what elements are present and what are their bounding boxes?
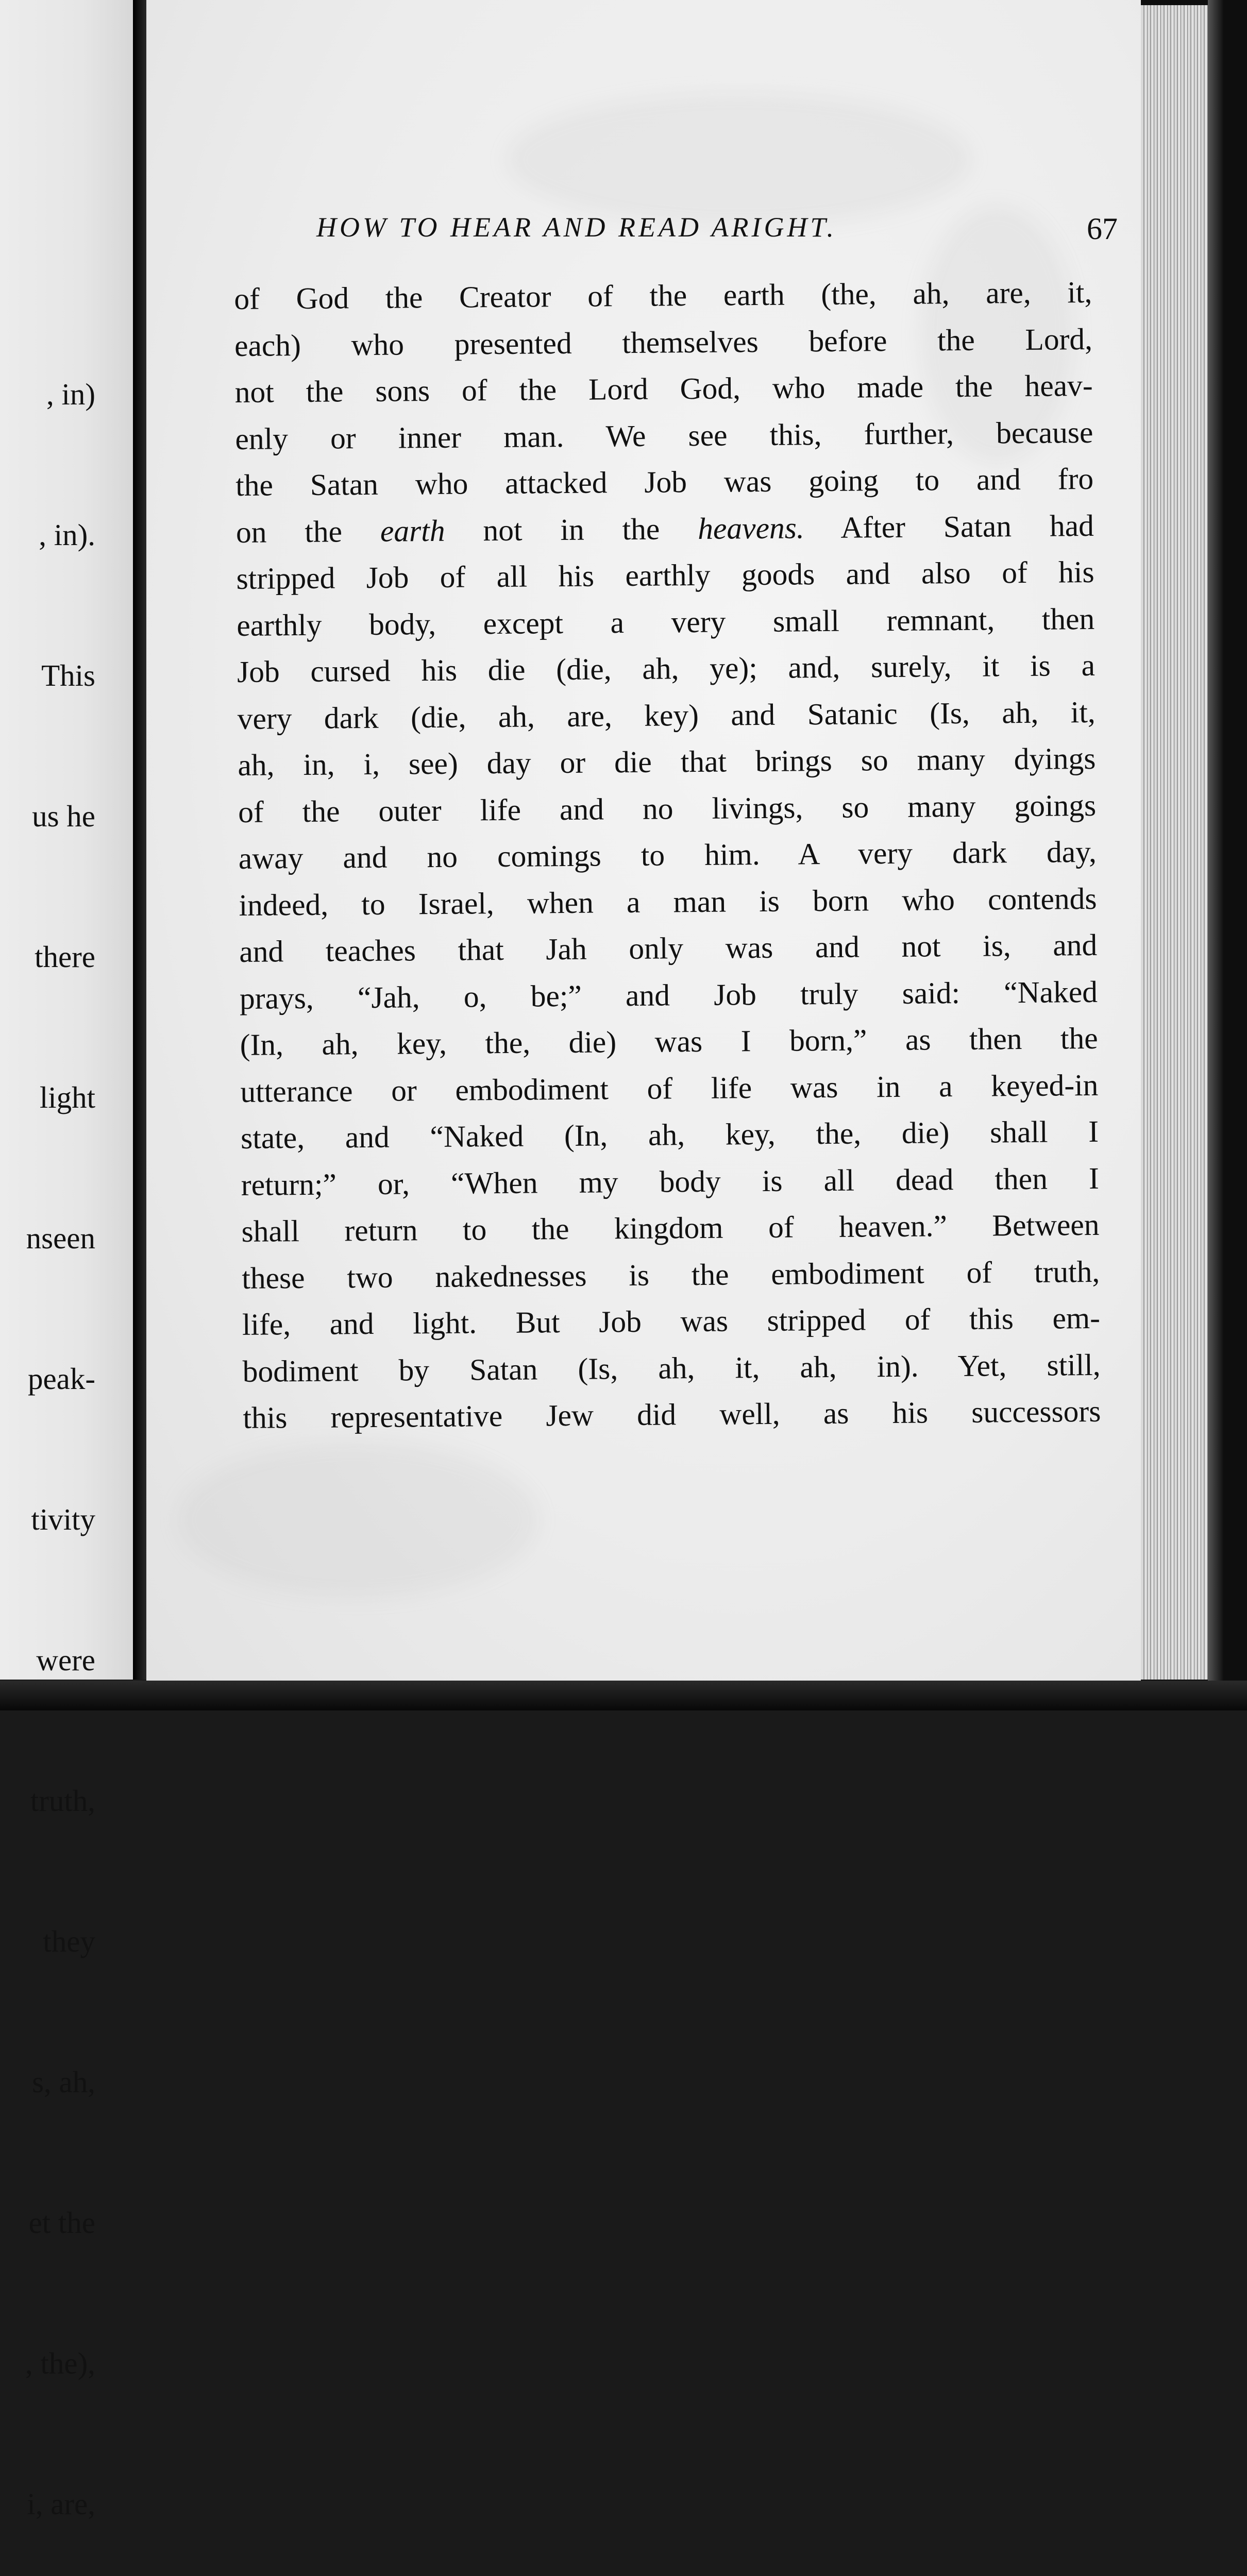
text-line: enly or inner man. We see this, further, because <box>235 415 1093 456</box>
text-line: return;” or, “When my body is all dead then I <box>241 1161 1100 1202</box>
paper-stain <box>177 1443 538 1597</box>
text-line: state, and “Naked (In, ah, key, the, die) shall I <box>240 1114 1099 1155</box>
left-fragment: s, ah, <box>32 2065 95 2099</box>
left-fragment: they <box>43 1924 95 1958</box>
left-page-text-fragments <box>4 277 95 2576</box>
text-line: these two nakednesses is the embodiment of truth, <box>242 1254 1100 1295</box>
page-number: 67 <box>1087 212 1118 246</box>
text-line: of the outer life and no livings, so many goings <box>238 788 1097 829</box>
text-line: earthly body, except a very small remnant, then <box>237 601 1095 642</box>
text-line: not the sons of the Lord God, who made the heav- <box>234 368 1093 409</box>
text-line: each) who presented themselves before the Lord, <box>234 321 1093 363</box>
text-line: shall return to the kingdom of heaven.” Between <box>241 1207 1100 1248</box>
text-line: bodiment by Satan (Is, ah, it, ah, in). Yet, still, <box>242 1347 1101 1388</box>
text-run: on the <box>235 514 381 549</box>
left-fragment: , in). <box>39 518 95 552</box>
italic-word: earth <box>380 513 445 548</box>
running-head <box>316 211 1118 247</box>
left-fragment: us he <box>32 799 95 833</box>
text-line: stripped Job of all his earthly goods and also of his <box>236 554 1094 596</box>
italic-word: heavens. <box>697 510 805 546</box>
text-line-italic <box>236 502 1094 555</box>
bottom-dark-band <box>0 1681 1247 1710</box>
text-line: life, and light. But Job was stripped of this em- <box>242 1300 1101 1342</box>
book-gutter <box>133 0 146 1680</box>
left-fragment: were <box>36 1643 95 1677</box>
text-line: of God the Creator of the earth (the, ah, are, it, <box>234 275 1092 316</box>
left-fragment: , in) <box>46 377 95 411</box>
left-fragment: This <box>41 658 95 692</box>
left-fragment: nseen <box>26 1221 95 1255</box>
text-line: utterance or embodiment of life was in a keyed-in <box>240 1067 1099 1109</box>
running-title: HOW TO HEAR AND READ ARIGHT. <box>316 212 837 243</box>
left-fragment: light <box>39 1080 95 1114</box>
left-fragment: truth, <box>30 1784 95 1818</box>
text-line: ah, in, i, see) day or die that brings so many dyings <box>238 741 1096 782</box>
text-run: After Satan had <box>804 508 1094 545</box>
text-line: and teaches that Jah only was and not is, and <box>239 927 1098 969</box>
left-fragment: peak- <box>27 1362 95 1396</box>
left-fragment: , the), <box>25 2346 95 2380</box>
body-text <box>234 269 1101 1442</box>
text-line: prays, “Jah, o, be;” and Job truly said: “Naked <box>239 974 1098 1015</box>
page-stack-shadow <box>1208 0 1223 1710</box>
left-fragment: et the <box>28 2206 95 2240</box>
text-line: the Satan who attacked Job was going to and fro <box>235 461 1094 502</box>
left-page <box>0 0 137 2521</box>
text-line: this representative Jew did well, as his successors <box>243 1394 1101 1435</box>
text-line: very dark (die, ah, are, key) and Satanic (Is, ah, it, <box>237 694 1096 736</box>
text-line: away and no comings to him. A very dark day, <box>238 834 1097 875</box>
left-fragment: tivity <box>31 1502 95 1536</box>
text-line: Job cursed his die (die, ah, ye); and, surely, it is a <box>237 648 1096 689</box>
page-stack-edges <box>1141 5 1208 1680</box>
left-fragment: there <box>35 940 95 974</box>
left-fragment: i, are, <box>27 2487 95 2521</box>
text-line: indeed, to Israel, when a man is born who contends <box>239 881 1097 922</box>
paper-stain <box>507 93 971 227</box>
text-run: not in the <box>445 511 698 548</box>
right-page <box>146 0 1141 1685</box>
text-line: (In, ah, key, the, die) was I born,” as then the <box>240 1021 1098 1062</box>
